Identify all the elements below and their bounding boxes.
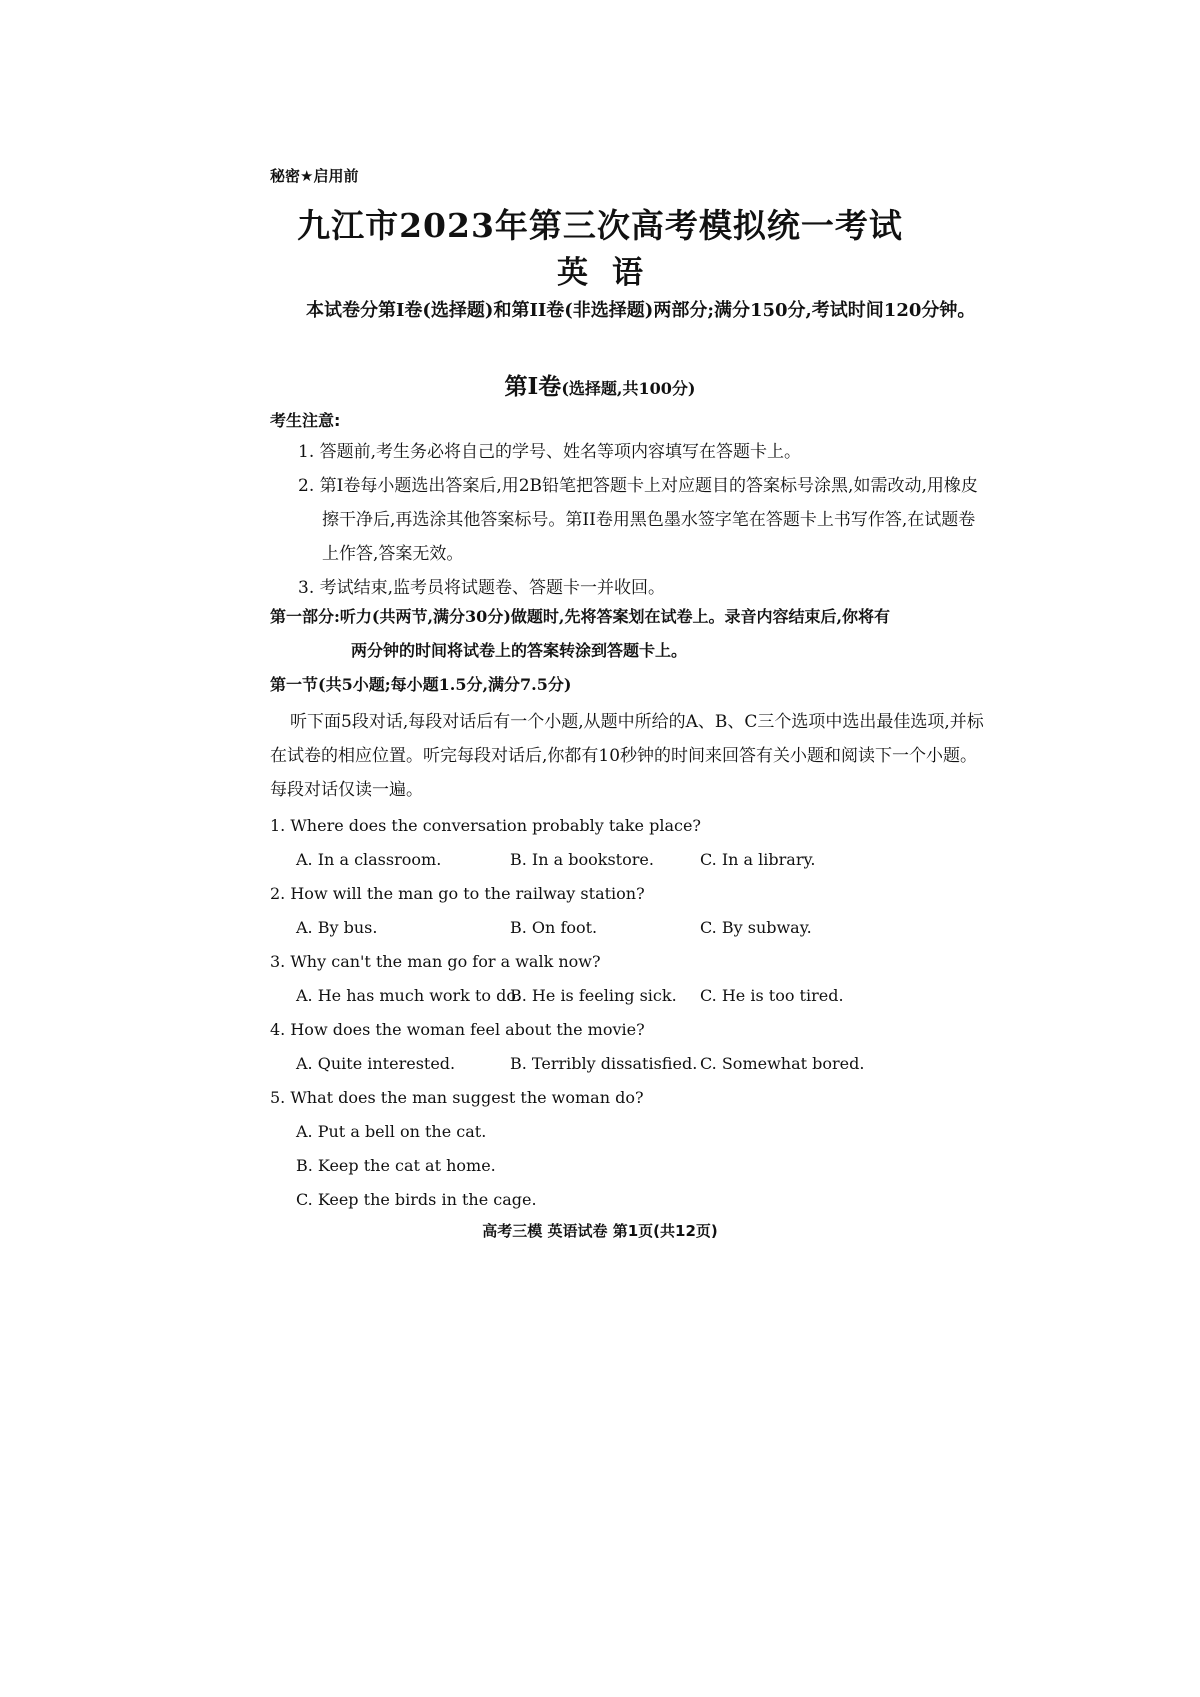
option-b: B. In a bookstore.	[510, 850, 654, 869]
notice-item: 2. 第I卷每小题选出答案后,用2B铅笔把答题卡上对应题目的答案标号涂黑,如需改动,用橡皮擦干净后,再选涂其他答案标号。第II卷用黑色墨水签字笔在答题卡上书写作答,在试题卷上作答,答案无效。	[298, 476, 978, 564]
option-a: A. By bus.	[296, 918, 378, 937]
question-5	[270, 1081, 970, 1217]
question-2	[270, 877, 970, 945]
option-c: C. Somewhat bored.	[700, 1054, 865, 1073]
question-4	[270, 1013, 970, 1081]
question-stem: 3. Why can't the man go for a walk now?	[270, 952, 601, 971]
subject-title: 英语	[557, 255, 667, 291]
option-a: A. He has much work to do.	[296, 986, 521, 1005]
notice-list	[298, 435, 988, 605]
option-a: A. In a classroom.	[296, 850, 442, 869]
question-options	[270, 1047, 970, 1081]
part-heading-sub: (选择题,共100分)	[561, 379, 696, 398]
option-a: A. Put a bell on the cat.	[296, 1122, 487, 1141]
question-stem: 1. Where does the conversation probably take place?	[270, 816, 701, 835]
question-stem: 5. What does the man suggest the woman do?	[270, 1088, 644, 1107]
notice-item: 3. 考试结束,监考员将试题卷、答题卡一并收回。	[298, 578, 666, 598]
question-1	[270, 809, 970, 877]
section-title: 第一节(共5小题;每小题1.5分,满分7.5分)	[270, 675, 572, 694]
notice-item: 1. 答题前,考生务必将自己的学号、姓名等项内容填写在答题卡上。	[298, 442, 802, 462]
question-options	[270, 979, 970, 1013]
option-c: C. Keep the birds in the cage.	[296, 1190, 537, 1209]
option-c: C. He is too tired.	[700, 986, 844, 1005]
question-options	[270, 911, 970, 945]
option-a: A. Quite interested.	[296, 1054, 456, 1073]
question-stem: 4. How does the woman feel about the movie?	[270, 1020, 645, 1039]
section-instructions: 听下面5段对话,每段对话后有一个小题,从题中所给的A、B、C三个选项中选出最佳选项,并标在试卷的相应位置。听完每段对话后,你都有10秒钟的时间来回答有关小题和阅读下一个小题。每段对话仅读一遍。	[270, 712, 984, 800]
listening-part-text-tail: 两分钟的时间将试卷上的答案转涂到答题卡上。	[351, 641, 688, 660]
listening-part-text: 第一部分:听力(共两节,满分30分)做题时,先将答案划在试卷上。录音内容结束后,你将有	[270, 607, 891, 626]
confidential-label: 秘密★启用前	[270, 167, 359, 185]
option-b: B. Keep the cat at home.	[296, 1156, 496, 1175]
question-list	[270, 809, 970, 1217]
listening-part-label	[270, 600, 990, 668]
option-c: C. By subway.	[700, 918, 812, 937]
option-b: B. On foot.	[510, 918, 598, 937]
question-options	[270, 1115, 970, 1217]
part-heading	[0, 368, 1200, 401]
exam-title: 九江市2023年第三次高考模拟统一考试	[297, 206, 903, 245]
exam-intro: 本试卷分第I卷(选择题)和第II卷(非选择题)两部分;满分150分,考试时间120分钟。	[306, 300, 976, 321]
option-b: B. Terribly dissatisfied.	[510, 1054, 698, 1073]
question-3	[270, 945, 970, 1013]
notice-title: 考生注意:	[270, 411, 341, 430]
page-footer: 高考三模 英语试卷 第1页(共12页)	[482, 1222, 718, 1240]
part-heading-main: 第I卷	[504, 373, 562, 400]
question-stem: 2. How will the man go to the railway station?	[270, 884, 645, 903]
option-b: B. He is feeling sick.	[510, 986, 677, 1005]
question-options	[270, 843, 970, 877]
option-c: C. In a library.	[700, 850, 816, 869]
